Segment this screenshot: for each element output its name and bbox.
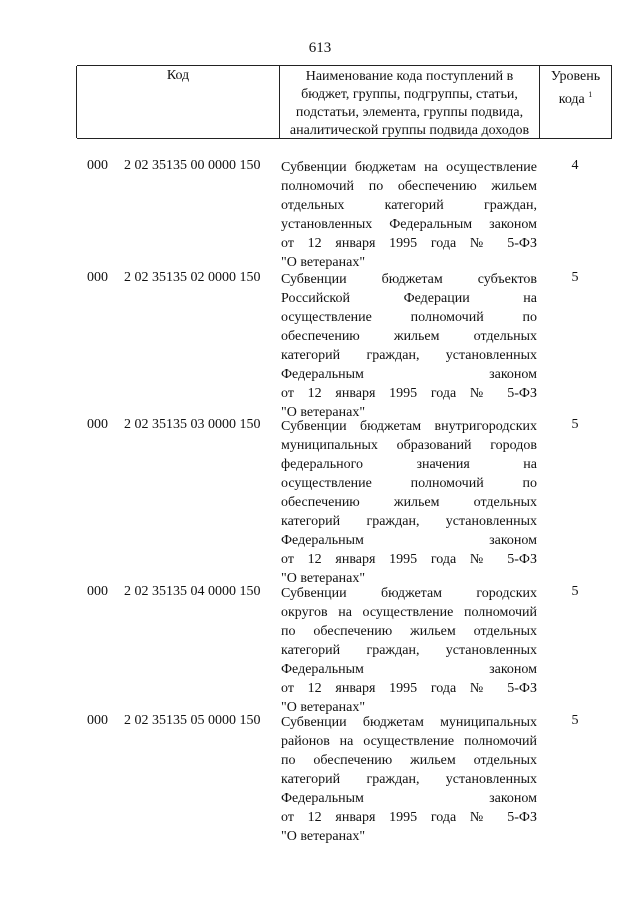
- header-level-line: Уровень: [550, 69, 601, 84]
- description-line: по обеспечению жильем отдельных: [281, 624, 537, 639]
- code-description: [281, 713, 537, 846]
- description-line: категорий граждан, установленных: [281, 772, 537, 787]
- column-divider: [611, 66, 612, 138]
- footnote-marker: 1: [588, 90, 593, 99]
- description-word: законом: [489, 662, 537, 677]
- description-line: [281, 660, 537, 679]
- description-word: законом: [489, 533, 537, 548]
- admin-code: 000: [87, 713, 108, 728]
- description-line: от 12 января 1995 года № 5-ФЗ: [281, 386, 537, 401]
- description-line: Субвенции бюджетам субъектов: [281, 272, 537, 287]
- code-description: [281, 158, 537, 272]
- description-line: районов на осуществление полномочий: [281, 734, 537, 749]
- description-line: категорий граждан, установленных: [281, 348, 537, 363]
- header-name-line: подстатьи, элемента, группы подвида,: [295, 105, 524, 120]
- table-header: [77, 65, 612, 139]
- page-number: 613: [308, 40, 332, 56]
- description-line: осуществление полномочий по: [281, 476, 537, 491]
- description-word: Федеральным: [281, 662, 364, 677]
- header-level: [540, 68, 611, 109]
- header-name-line: Наименование кода поступлений в: [305, 69, 514, 84]
- description-line: федерального значения на: [281, 457, 537, 472]
- income-code: 2 02 35135 02 0000 150: [124, 270, 261, 285]
- admin-code: 000: [87, 270, 108, 285]
- income-code: 2 02 35135 03 0000 150: [124, 417, 261, 432]
- header-level-line: [540, 86, 611, 109]
- admin-code: 000: [87, 584, 108, 599]
- description-word: законом: [489, 791, 537, 806]
- code-level: 5: [571, 713, 579, 728]
- income-code: 2 02 35135 04 0000 150: [124, 584, 261, 599]
- description-line: "О ветеранах": [281, 405, 366, 420]
- description-line: установленных Федеральным законом: [281, 217, 537, 232]
- description-word: Федеральным: [281, 367, 364, 382]
- description-line: "О ветеранах": [281, 700, 366, 715]
- description-line: от 12 января 1995 года № 5-ФЗ: [281, 552, 537, 567]
- income-code: 2 02 35135 00 0000 150: [124, 158, 261, 173]
- description-line: Субвенции бюджетам на осуществление: [281, 160, 537, 175]
- description-line: Российской Федерации на: [281, 291, 537, 306]
- description-word: законом: [489, 367, 537, 382]
- description-word: Федеральным: [281, 791, 364, 806]
- header-level-text: кода: [558, 92, 585, 107]
- income-code: 2 02 35135 05 0000 150: [124, 713, 261, 728]
- description-line: "О ветеранах": [281, 829, 366, 844]
- code-description: [281, 417, 537, 588]
- description-line: категорий граждан, установленных: [281, 514, 537, 529]
- code-description: [281, 584, 537, 717]
- description-line: округов на осуществление полномочий: [281, 605, 537, 620]
- admin-code: 000: [87, 417, 108, 432]
- description-word: Федеральным: [281, 533, 364, 548]
- code-level: 5: [571, 270, 579, 285]
- description-line: муниципальных образований городов: [281, 438, 537, 453]
- description-line: Субвенции бюджетам городских: [281, 586, 537, 601]
- header-code: Код: [166, 68, 190, 83]
- description-line: "О ветеранах": [281, 255, 366, 270]
- description-line: по обеспечению жильем отдельных: [281, 753, 537, 768]
- header-name-line: аналитической группы подвида доходов: [289, 123, 530, 138]
- description-line: "О ветеранах": [281, 571, 366, 586]
- header-name: [280, 68, 539, 140]
- code-level: 5: [571, 417, 579, 432]
- admin-code: 000: [87, 158, 108, 173]
- description-line: обеспечению жильем отдельных: [281, 329, 537, 344]
- description-line: осуществление полномочий по: [281, 310, 537, 325]
- description-line: обеспечению жильем отдельных: [281, 495, 537, 510]
- description-line: Субвенции бюджетам внутригородских: [281, 419, 537, 434]
- description-line: от 12 января 1995 года № 5-ФЗ: [281, 236, 537, 251]
- description-line: [281, 365, 537, 384]
- code-description: [281, 270, 537, 422]
- description-line: [281, 531, 537, 550]
- code-level: 5: [571, 584, 579, 599]
- code-level: 4: [571, 158, 579, 173]
- header-name-line: бюджет, группы, подгруппы, статьи,: [301, 87, 518, 102]
- description-line: Субвенции бюджетам муниципальных: [281, 715, 537, 730]
- description-line: [281, 789, 537, 808]
- description-line: категорий граждан, установленных: [281, 643, 537, 658]
- description-line: полномочий по обеспечению жильем: [281, 179, 537, 194]
- description-line: от 12 января 1995 года № 5-ФЗ: [281, 810, 537, 825]
- description-line: отдельных категорий граждан,: [281, 198, 537, 213]
- description-line: от 12 января 1995 года № 5-ФЗ: [281, 681, 537, 696]
